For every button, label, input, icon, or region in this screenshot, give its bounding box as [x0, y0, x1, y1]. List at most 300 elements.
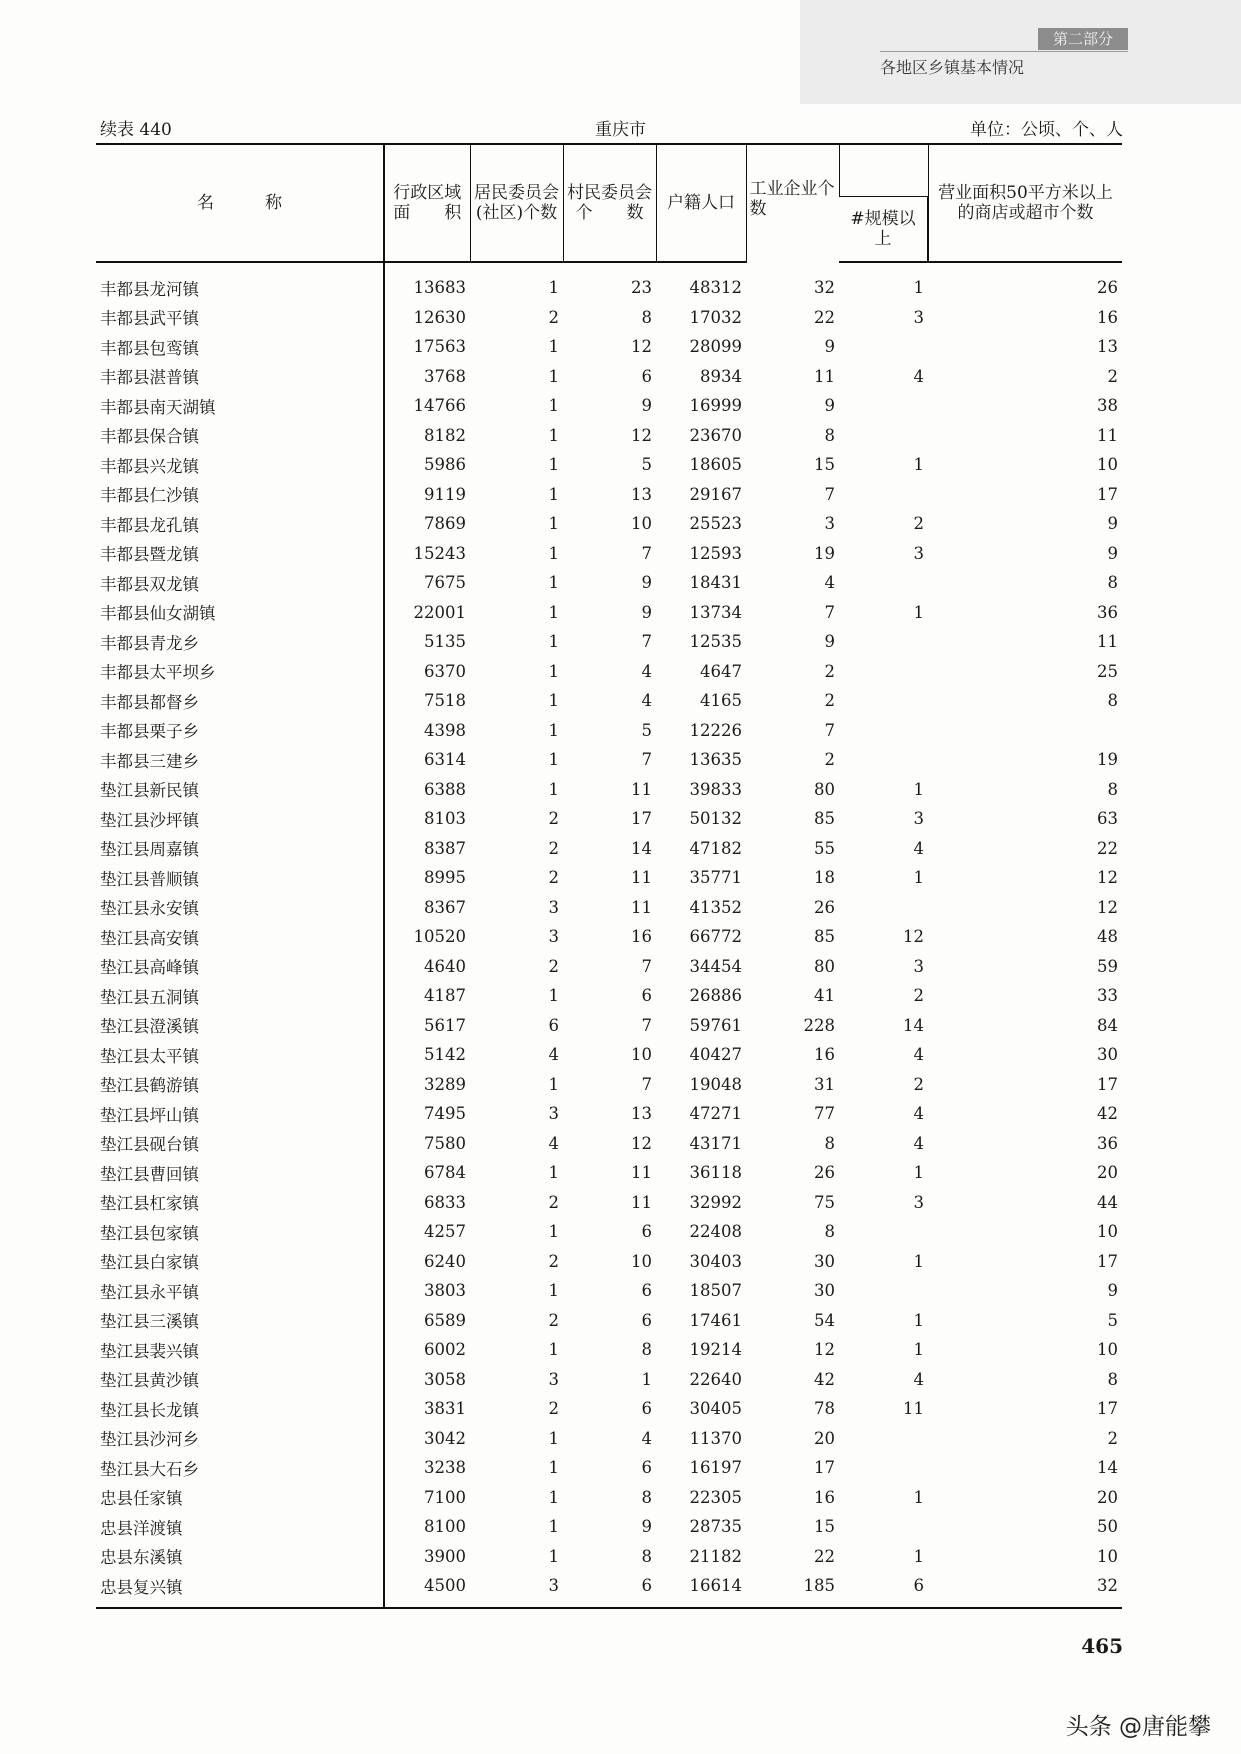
- cell-area: 6388: [424, 779, 466, 799]
- cell-resident-committees: 1: [548, 337, 559, 357]
- cell-village-committees: 9: [641, 602, 652, 622]
- cell-above-scale: [839, 421, 928, 451]
- cell-village-committees: 6: [641, 1399, 652, 1419]
- cell-village-committees: 10: [631, 1251, 652, 1271]
- cell-name: 垫江县周嘉镇: [96, 834, 384, 864]
- cell-population: 35771: [689, 868, 742, 888]
- cell-shops: 63: [1097, 809, 1118, 829]
- cell-industrial-enterprises: 20: [814, 1428, 835, 1448]
- section-subtitle: 各地区乡镇基本情况: [880, 58, 1025, 77]
- cell-village-committees: 5: [641, 455, 652, 475]
- cell-name: 忠县洋渡镇: [96, 1512, 384, 1542]
- cell-resident-committees: 2: [548, 1192, 559, 1212]
- cell-industrial-enterprises: 26: [814, 1163, 835, 1183]
- cell-above-scale: 4: [913, 366, 924, 386]
- cell-above-scale: 1: [913, 1163, 924, 1183]
- cell-area: 4500: [384, 1571, 470, 1608]
- cell-area: 3238: [424, 1458, 466, 1478]
- cell-resident-committees: 1: [548, 543, 559, 563]
- cell-name: 垫江县沙河乡: [96, 1424, 384, 1454]
- cell-resident-committees: 1: [548, 1517, 559, 1537]
- cell-above-scale: 3: [913, 307, 924, 327]
- cell-industrial-enterprises: 8: [824, 1222, 835, 1242]
- cell-resident-committees: 1: [548, 602, 559, 622]
- table-row: [96, 421, 1122, 451]
- cell-name: 丰都县太平坝乡: [96, 657, 384, 687]
- cell-village-committees: 7: [641, 956, 652, 976]
- section-tag: 第二部分: [1038, 28, 1128, 50]
- table-row: [96, 1542, 1122, 1572]
- cell-area: 4398: [424, 720, 466, 740]
- cell-village-committees: 12: [631, 337, 652, 357]
- cell-shops: 11: [1097, 632, 1118, 652]
- cell-above-scale: 2: [913, 514, 924, 534]
- cell-population: 21182: [689, 1546, 742, 1566]
- cell-shops: 32: [928, 1571, 1122, 1608]
- table-row: [96, 1306, 1122, 1336]
- cell-resident-committees: 3: [548, 897, 559, 917]
- cell-village-committees: 8: [641, 1487, 652, 1507]
- cell-name: 垫江县高安镇: [96, 922, 384, 952]
- table-row: [96, 391, 1122, 421]
- table-row: [96, 1276, 1122, 1306]
- cell-resident-committees: 1: [548, 484, 559, 504]
- cell-resident-committees: 1: [548, 278, 559, 298]
- cell-shops: 38: [1097, 396, 1118, 416]
- cell-shops: 8: [1107, 573, 1118, 593]
- cell-area: 7675: [424, 573, 466, 593]
- cell-area: 10520: [413, 927, 466, 947]
- cell-shops: 13: [1097, 337, 1118, 357]
- cell-name: 垫江县白家镇: [96, 1247, 384, 1277]
- cell-population: 66772: [689, 927, 742, 947]
- cell-resident-committees: 2: [548, 956, 559, 976]
- cell-industrial-enterprises: 18: [814, 868, 835, 888]
- cell-area: 6784: [424, 1163, 466, 1183]
- cell-above-scale: 1: [913, 455, 924, 475]
- cell-population: 34454: [689, 956, 742, 976]
- cell-resident-committees: 3: [470, 1571, 563, 1608]
- cell-above-scale: [839, 1217, 928, 1247]
- cell-village-committees: 6: [641, 1222, 652, 1242]
- cell-population: 22640: [689, 1369, 742, 1389]
- cell-resident-committees: 6: [548, 1015, 559, 1035]
- cell-resident-committees: 1: [548, 1428, 559, 1448]
- cell-area: 7495: [424, 1104, 466, 1124]
- cell-area: 15243: [413, 543, 466, 563]
- cell-shops: 10: [1097, 455, 1118, 475]
- cell-resident-committees: 2: [548, 868, 559, 888]
- cell-shops: 10: [1097, 1222, 1118, 1242]
- cell-industrial-enterprises: 32: [814, 277, 835, 297]
- cell-resident-committees: 3: [548, 1104, 559, 1124]
- cell-above-scale: [839, 686, 928, 716]
- cell-area: 3042: [424, 1428, 466, 1448]
- cell-above-scale: 11: [903, 1399, 924, 1419]
- cell-area: 22001: [413, 602, 466, 622]
- cell-resident-committees: 4: [548, 1133, 559, 1153]
- cell-population: 29167: [689, 484, 742, 504]
- cell-area: 8103: [424, 809, 466, 829]
- cell-shops: 33: [1097, 986, 1118, 1006]
- cell-name: 垫江县澄溪镇: [96, 1011, 384, 1041]
- cell-resident-committees: 1: [548, 1487, 559, 1507]
- cell-industrial-enterprises: 78: [814, 1399, 835, 1419]
- table-row: [96, 922, 1122, 952]
- cell-industrial-enterprises: 75: [814, 1192, 835, 1212]
- table-row: [96, 952, 1122, 982]
- cell-resident-committees: 4: [548, 1045, 559, 1065]
- cell-population: 28735: [689, 1517, 742, 1537]
- cell-population: 32992: [689, 1192, 742, 1212]
- cell-population: 39833: [689, 779, 742, 799]
- cell-industrial-enterprises: 26: [814, 897, 835, 917]
- cell-industrial-enterprises: 185: [746, 1571, 839, 1608]
- cell-population: 18507: [689, 1281, 742, 1301]
- cell-area: 6314: [424, 750, 466, 770]
- cell-village-committees: 7: [641, 543, 652, 563]
- cell-village-committees: 4: [641, 661, 652, 681]
- cell-shops: 84: [1097, 1015, 1118, 1035]
- table-row: [96, 598, 1122, 628]
- cell-population: 12535: [689, 632, 742, 652]
- cell-area: 6240: [424, 1251, 466, 1271]
- cell-name: 垫江县黄沙镇: [96, 1365, 384, 1395]
- table-row: [96, 1335, 1122, 1365]
- cell-shops: 50: [1097, 1517, 1118, 1537]
- cell-village-committees: 14: [631, 838, 652, 858]
- cell-name: 忠县任家镇: [96, 1483, 384, 1513]
- cell-name: 丰都县仙女湖镇: [96, 598, 384, 628]
- cell-industrial-enterprises: 11: [814, 366, 835, 386]
- table-row: [96, 1099, 1122, 1129]
- cell-population: 13734: [689, 602, 742, 622]
- cell-village-committees: 7: [641, 1074, 652, 1094]
- col-header-shops: 营业面积50平方米以上的商店或超市个数: [928, 144, 1122, 262]
- cell-population: 47271: [689, 1104, 742, 1124]
- cell-shops: 19: [1097, 750, 1118, 770]
- cell-shops: 8: [1107, 779, 1118, 799]
- cell-area: 3900: [424, 1546, 466, 1566]
- cell-area: 3831: [424, 1399, 466, 1419]
- cell-industrial-enterprises: 9: [824, 632, 835, 652]
- table-row: [96, 657, 1122, 687]
- cell-industrial-enterprises: 54: [814, 1310, 835, 1330]
- cell-above-scale: 6: [839, 1571, 928, 1608]
- cell-resident-committees: 1: [548, 750, 559, 770]
- cell-population: 43171: [689, 1133, 742, 1153]
- cell-above-scale: 1: [913, 868, 924, 888]
- cell-population: 11370: [689, 1428, 742, 1448]
- cell-population: 40427: [689, 1045, 742, 1065]
- table-row: [96, 262, 1122, 303]
- cell-village-committees: 6: [641, 1458, 652, 1478]
- cell-industrial-enterprises: 30: [814, 1251, 835, 1271]
- cell-above-scale: [839, 391, 928, 421]
- cell-shops: 17: [1097, 1399, 1118, 1419]
- cell-resident-committees: 2: [548, 1399, 559, 1419]
- cell-area: 7100: [424, 1487, 466, 1507]
- cell-above-scale: 2: [913, 986, 924, 1006]
- table-row: [96, 450, 1122, 480]
- cell-population: 22408: [689, 1222, 742, 1242]
- cell-population: 16197: [689, 1458, 742, 1478]
- cell-above-scale: 4: [913, 1133, 924, 1153]
- cell-shops: 42: [1097, 1104, 1118, 1124]
- cell-above-scale: 1: [913, 1546, 924, 1566]
- table-row: [96, 362, 1122, 392]
- cell-shops: 20: [1097, 1163, 1118, 1183]
- cell-village-committees: 6: [641, 986, 652, 1006]
- cell-shops: 8: [1107, 1369, 1118, 1389]
- cell-village-committees: 11: [631, 779, 652, 799]
- cell-above-scale: 1: [913, 1340, 924, 1360]
- cell-name: 丰都县龙河镇: [96, 262, 384, 303]
- cell-resident-committees: 2: [548, 838, 559, 858]
- cell-resident-committees: 1: [548, 1074, 559, 1094]
- cell-resident-committees: 2: [548, 1310, 559, 1330]
- cell-above-scale: [839, 1512, 928, 1542]
- table-row: [96, 804, 1122, 834]
- cell-above-scale: 4: [913, 1045, 924, 1065]
- cell-name: 垫江县高峰镇: [96, 952, 384, 982]
- cell-area: 8367: [424, 897, 466, 917]
- cell-shops: 14: [1097, 1458, 1118, 1478]
- cell-resident-committees: 1: [548, 1546, 559, 1566]
- cell-population: 4647: [700, 661, 742, 681]
- cell-resident-committees: 1: [548, 632, 559, 652]
- cell-population: 17461: [689, 1310, 742, 1330]
- cell-population: 26886: [689, 986, 742, 1006]
- cell-industrial-enterprises: 17: [814, 1458, 835, 1478]
- table-header: [96, 144, 1122, 262]
- cell-name: 垫江县坪山镇: [96, 1099, 384, 1129]
- cell-population: 19214: [689, 1340, 742, 1360]
- cell-shops: 10: [1097, 1546, 1118, 1566]
- cell-above-scale: [839, 1424, 928, 1454]
- cell-area: 5142: [424, 1045, 466, 1065]
- cell-shops: 36: [1097, 1133, 1118, 1153]
- cell-population: 16614: [656, 1571, 746, 1608]
- table-row: [96, 686, 1122, 716]
- cell-village-committees: 7: [641, 1015, 652, 1035]
- cell-name: 丰都县武平镇: [96, 303, 384, 333]
- cell-resident-committees: 1: [548, 661, 559, 681]
- cell-area: 7869: [424, 514, 466, 534]
- cell-shops: 36: [1097, 602, 1118, 622]
- cell-industrial-enterprises: 55: [814, 838, 835, 858]
- cell-village-committees: 11: [631, 1163, 652, 1183]
- cell-area: 12630: [413, 307, 466, 327]
- cell-above-scale: 4: [913, 838, 924, 858]
- cell-population: 18431: [689, 573, 742, 593]
- cell-area: 7580: [424, 1133, 466, 1153]
- page-number: 465: [1081, 1634, 1123, 1658]
- cell-name: 丰都县青龙乡: [96, 627, 384, 657]
- cell-industrial-enterprises: 2: [824, 661, 835, 681]
- cell-name: 垫江县新民镇: [96, 775, 384, 805]
- cell-industrial-enterprises: 30: [814, 1281, 835, 1301]
- cell-resident-committees: 1: [548, 514, 559, 534]
- cell-above-scale: 4: [913, 1369, 924, 1389]
- cell-name: 丰都县暨龙镇: [96, 539, 384, 569]
- cell-name: 丰都县栗子乡: [96, 716, 384, 746]
- cell-population: 47182: [689, 838, 742, 858]
- cell-industrial-enterprises: 4: [824, 573, 835, 593]
- cell-shops: 16: [1097, 307, 1118, 327]
- cell-shops: 8: [1107, 691, 1118, 711]
- cell-shops: 10: [1097, 1340, 1118, 1360]
- table-row: [96, 1070, 1122, 1100]
- cell-area: 5135: [424, 632, 466, 652]
- table-row: [96, 480, 1122, 510]
- cell-above-scale: [839, 568, 928, 598]
- cell-population: 28099: [689, 337, 742, 357]
- cell-shops: 17: [1097, 484, 1118, 504]
- cell-resident-committees: 3: [548, 927, 559, 947]
- cell-industrial-enterprises: 12: [814, 1340, 835, 1360]
- cell-village-committees: 8: [641, 1340, 652, 1360]
- cell-resident-committees: 1: [548, 720, 559, 740]
- cell-village-committees: 13: [631, 1104, 652, 1124]
- table-row: [96, 1453, 1122, 1483]
- cell-village-committees: 8: [641, 1546, 652, 1566]
- table-row: [96, 775, 1122, 805]
- table-row: [96, 981, 1122, 1011]
- cell-shops: 17: [1097, 1074, 1118, 1094]
- table-row: [96, 1394, 1122, 1424]
- cell-name: 丰都县保合镇: [96, 421, 384, 451]
- table-number: 续表 440: [100, 120, 172, 140]
- cell-industrial-enterprises: 2: [824, 750, 835, 770]
- cell-village-committees: 6: [563, 1571, 656, 1608]
- cell-village-committees: 4: [641, 691, 652, 711]
- cell-resident-committees: 1: [548, 1458, 559, 1478]
- cell-above-scale: 1: [913, 278, 924, 298]
- cell-population: 30405: [689, 1399, 742, 1419]
- cell-name: 垫江县砚台镇: [96, 1129, 384, 1159]
- cell-above-scale: [839, 716, 928, 746]
- table-row: [96, 1512, 1122, 1542]
- cell-industrial-enterprises: 41: [814, 986, 835, 1006]
- cell-name: 垫江县永平镇: [96, 1276, 384, 1306]
- cell-industrial-enterprises: 15: [814, 455, 835, 475]
- cell-area: 6370: [424, 661, 466, 681]
- cell-name: 垫江县永安镇: [96, 893, 384, 923]
- cell-industrial-enterprises: 8: [824, 1133, 835, 1153]
- cell-population: 30403: [689, 1251, 742, 1271]
- col-header-village-committees: 村民委员会个 数: [563, 144, 656, 262]
- table-row: [96, 1129, 1122, 1159]
- cell-village-committees: 11: [631, 897, 652, 917]
- cell-industrial-enterprises: 8: [824, 425, 835, 445]
- table-row: [96, 834, 1122, 864]
- cell-population: 16999: [689, 396, 742, 416]
- cell-village-committees: 5: [641, 720, 652, 740]
- cell-industrial-enterprises: 9: [824, 337, 835, 357]
- cell-resident-committees: 1: [548, 986, 559, 1006]
- cell-above-scale: 3: [913, 809, 924, 829]
- cell-above-scale: [839, 893, 928, 923]
- cell-resident-committees: 1: [548, 1340, 559, 1360]
- cell-industrial-enterprises: 80: [814, 779, 835, 799]
- cell-village-committees: 11: [631, 1192, 652, 1212]
- cell-shops: 9: [1107, 543, 1118, 563]
- cell-shops: 9: [1107, 514, 1118, 534]
- col-header-area: 行政区域面 积: [384, 144, 470, 262]
- col-header-industrial-enterprises: 工业企业个 数: [746, 144, 839, 262]
- table-row: [96, 1483, 1122, 1513]
- table-row: [96, 627, 1122, 657]
- cell-name: 垫江县普顺镇: [96, 863, 384, 893]
- table-row: [96, 716, 1122, 746]
- cell-name: 垫江县曹回镇: [96, 1158, 384, 1188]
- cell-industrial-enterprises: 77: [814, 1104, 835, 1124]
- cell-above-scale: [839, 627, 928, 657]
- cell-above-scale: [839, 1453, 928, 1483]
- table-row: [96, 1247, 1122, 1277]
- cell-population: 8934: [700, 366, 742, 386]
- cell-above-scale: 1: [913, 779, 924, 799]
- cell-name: 丰都县湛普镇: [96, 362, 384, 392]
- cell-name: 垫江县太平镇: [96, 1040, 384, 1070]
- cell-name: 丰都县仁沙镇: [96, 480, 384, 510]
- cell-shops: 17: [1097, 1251, 1118, 1271]
- cell-above-scale: [839, 332, 928, 362]
- cell-area: 8100: [424, 1517, 466, 1537]
- cell-village-committees: 12: [631, 1133, 652, 1153]
- cell-shops: 12: [1097, 897, 1118, 917]
- cell-village-committees: 6: [641, 366, 652, 386]
- table-row: [96, 893, 1122, 923]
- cell-above-scale: 4: [913, 1104, 924, 1124]
- cell-village-committees: 12: [631, 425, 652, 445]
- cell-population: 41352: [689, 897, 742, 917]
- cell-industrial-enterprises: 85: [814, 809, 835, 829]
- cell-area: 4640: [424, 956, 466, 976]
- cell-area: 4187: [424, 986, 466, 1006]
- cell-resident-committees: 2: [548, 307, 559, 327]
- cell-name: 丰都县南天湖镇: [96, 391, 384, 421]
- cell-resident-committees: 1: [548, 455, 559, 475]
- table-row: [96, 539, 1122, 569]
- col-header-population: 户籍人口: [656, 144, 746, 262]
- table-row: [96, 509, 1122, 539]
- cell-name: 垫江县包家镇: [96, 1217, 384, 1247]
- cell-population: 12226: [689, 720, 742, 740]
- cell-shops: 59: [1097, 956, 1118, 976]
- cell-shops: 12: [1097, 868, 1118, 888]
- table-row: [96, 568, 1122, 598]
- cell-village-committees: 11: [631, 868, 652, 888]
- cell-above-scale: [839, 480, 928, 510]
- cell-population: 4165: [700, 691, 742, 711]
- cell-population: 25523: [689, 514, 742, 534]
- cell-shops: 20: [1097, 1487, 1118, 1507]
- watermark: 头条 @唐能攀: [1065, 1714, 1211, 1740]
- section-header: [800, 0, 1241, 104]
- cell-area: 4257: [424, 1222, 466, 1242]
- cell-area: 3058: [424, 1369, 466, 1389]
- cell-name: 垫江县三溪镇: [96, 1306, 384, 1336]
- cell-area: 6589: [424, 1310, 466, 1330]
- table-body: [96, 262, 1122, 1608]
- cell-above-scale: 3: [913, 543, 924, 563]
- table-row: [96, 1365, 1122, 1395]
- table-title: 重庆市: [595, 120, 646, 140]
- cell-industrial-enterprises: 85: [814, 927, 835, 947]
- cell-industrial-enterprises: 7: [824, 602, 835, 622]
